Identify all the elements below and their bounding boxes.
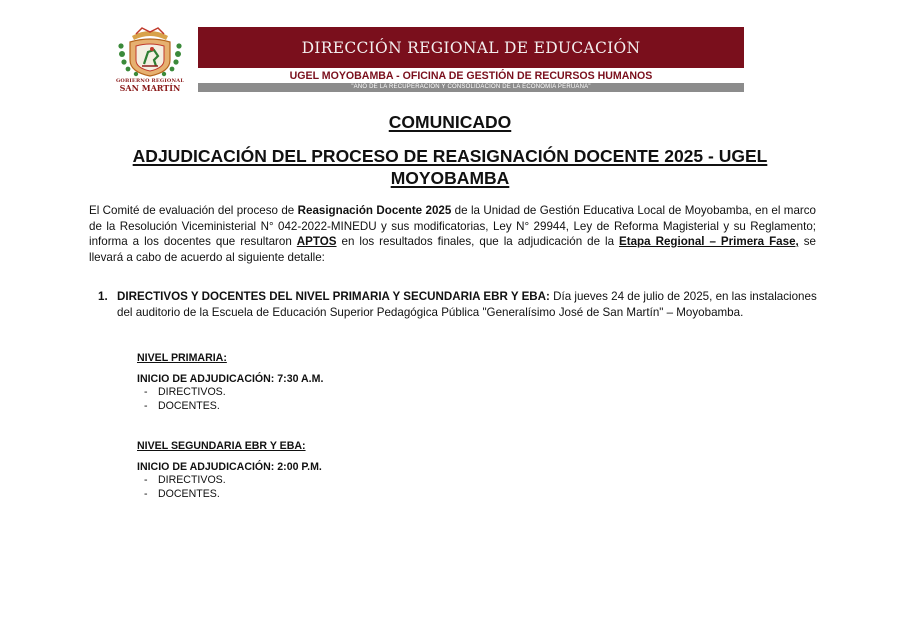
level-start-time: INICIO DE ADJUDICACIÓN: 2:00 P.M. [137,460,322,473]
subtitle-line-1: ADJUDICACIÓN DEL PROCESO DE REASIGNACIÓN DOCENTE 2025 - UGEL [132,146,768,166]
level-block-primaria [137,352,437,413]
coat-of-arms-icon [112,24,188,78]
list-item [137,474,437,488]
intro-text-1: El Comité de evaluación del proceso de [89,204,298,217]
list-item [137,400,437,414]
list-item [137,386,437,400]
list-item-text: DIRECTIVOS. [158,386,226,398]
header-banner-title [198,27,744,68]
intro-text-2: de la Unidad de Gestión Educativa Local de Moyobamba, en el marco de la Resolución Viceministerial N° 042-2022-MINEDU y sus modificatorias, Ley N° 29944, Ley de Reforma Magisterial y su Reglamento; informa a los docentes que resultaron [89,204,817,248]
level-heading: NIVEL PRIMARIA: [137,352,227,364]
numbered-item-1 [98,289,818,320]
dash-bullet-icon: - [144,474,148,486]
intro-bold-stage: Etapa Regional – Primera Fase, [619,235,799,248]
document-title: COMUNICADO [388,112,512,132]
item-body [117,289,818,320]
header-year-motto: "AÑO DE LA RECUPERACIÓN Y CONSOLIDACIÓN DE LA ECONOMÍA PERUANA" [198,83,744,92]
intro-bold-process: Reasignación Docente 2025 [297,204,452,217]
intro-text-4: se llevará a cabo de acuerdo al siguiente detalle: [89,235,816,264]
document-subtitle [70,145,830,189]
item-heading: DIRECTIVOS Y DOCENTES DEL NIVEL PRIMARIA Y SECUNDARIA EBR Y EBA: [117,290,550,303]
banner-title-text: DIRECCIÓN REGIONAL DE EDUCACIÓN [301,38,641,57]
intro-text-3: en los resultados finales, que la adjudicación de la [336,235,620,248]
item-number: 1. [98,290,108,303]
intro-paragraph [89,203,816,265]
regional-government-logo [112,24,188,94]
subtitle-line-2: MOYOBAMBA [390,168,510,188]
list-item-text: DIRECTIVOS. [158,474,226,486]
intro-bold-aptos: APTOS [296,235,337,248]
level-start-time: INICIO DE ADJUDICACIÓN: 7:30 A.M. [137,372,324,385]
header-banner-subtitle: UGEL MOYOBAMBA - OFICINA DE GESTIÓN DE RECURSOS HUMANOS [289,70,653,82]
dash-bullet-icon: - [144,386,148,398]
level-heading: NIVEL SEGUNDARIA EBR Y EBA: [137,440,306,452]
level-block-secundaria [137,440,437,501]
list-item-text: DOCENTES. [158,487,220,500]
dash-bullet-icon: - [144,487,148,500]
logo-caption-bottom: SAN MARTÍN [119,83,181,93]
item-text: Día jueves 24 de julio de 2025, en las instalaciones del auditorio de la Escuela de Educación Superior Pedagógica Pública "Generalísimo José de San Martín" – Moyobamba. [117,290,817,319]
list-item-text: DOCENTES. [158,399,220,412]
list-item [137,488,437,502]
dash-bullet-icon: - [144,399,148,412]
logo-caption-top: GOBIERNO REGIONAL [115,78,185,84]
